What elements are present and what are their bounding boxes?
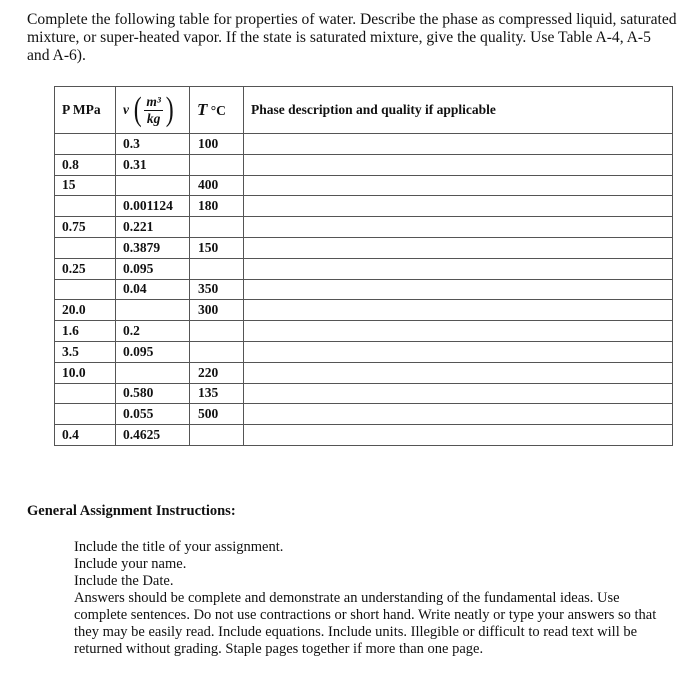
phase-cell	[244, 341, 673, 362]
table-row	[55, 196, 673, 217]
phase-cell	[244, 217, 673, 238]
table-row	[55, 237, 673, 258]
phase-cell	[244, 321, 673, 342]
pressure-cell: 10.0	[55, 362, 116, 383]
instructions-list	[74, 539, 674, 658]
volume-unit-denominator: kg	[146, 110, 161, 126]
volume-cell: 0.580	[116, 383, 190, 404]
instruction-line: Answers should be complete and demonstrate an understanding of the fundamental ideas. Use complete sentences. Do not use contractions or short hand. Write neatly or type your answers so that they may be easily read. Include equations. Include units. Illegible or difficult to read text will be returned without grading. Staple pages together if more than one page.	[74, 590, 657, 657]
temperature-cell: 400	[190, 175, 244, 196]
pressure-cell: 20.0	[55, 300, 116, 321]
table-row	[55, 300, 673, 321]
temperature-cell	[190, 425, 244, 446]
instruction-line: Include the title of your assignment.	[74, 539, 284, 555]
table-row	[55, 362, 673, 383]
temperature-cell: 500	[190, 404, 244, 425]
temperature-unit: °C	[210, 103, 226, 118]
pressure-cell	[55, 134, 116, 155]
phase-cell	[244, 237, 673, 258]
table-body	[55, 134, 673, 446]
instruction-line: Include the Date.	[74, 573, 174, 589]
temperature-cell	[190, 217, 244, 238]
volume-cell: 0.2	[116, 321, 190, 342]
pressure-cell: 1.6	[55, 321, 116, 342]
phase-cell	[244, 383, 673, 404]
phase-cell	[244, 300, 673, 321]
pressure-cell: 3.5	[55, 341, 116, 362]
volume-cell: 0.095	[116, 341, 190, 362]
temperature-cell: 180	[190, 196, 244, 217]
phase-cell	[244, 134, 673, 155]
table-row	[55, 154, 673, 175]
table-row	[55, 341, 673, 362]
table-row	[55, 134, 673, 155]
phase-cell	[244, 196, 673, 217]
header-pressure: P MPa	[55, 87, 116, 134]
pressure-cell	[55, 196, 116, 217]
table-row	[55, 404, 673, 425]
header-specific-volume: v ( $\frac{\text{m³}}{kg}$ )	[116, 87, 190, 134]
table-row	[55, 425, 673, 446]
volume-cell: 0.095	[116, 258, 190, 279]
temperature-cell: 150	[190, 237, 244, 258]
phase-cell	[244, 175, 673, 196]
phase-cell	[244, 425, 673, 446]
volume-cell: 0.3879	[116, 237, 190, 258]
volume-cell: 0.001124	[116, 196, 190, 217]
pressure-cell: 15	[55, 175, 116, 196]
volume-symbol: v	[123, 102, 129, 117]
table-header-row	[55, 87, 673, 134]
volume-cell: 0.221	[116, 217, 190, 238]
temperature-cell: 300	[190, 300, 244, 321]
pressure-cell: 0.8	[55, 154, 116, 175]
volume-cell: 0.055	[116, 404, 190, 425]
pressure-cell: 0.4	[55, 425, 116, 446]
intro-paragraph: Complete the following table for properties of water. Describe the phase as compressed liquid, saturated mixture, or super-heated vapor. If the state is saturated mixture, give the quality. Use Table A-4, A-5 and A-6).	[27, 11, 677, 64]
temperature-cell: 350	[190, 279, 244, 300]
volume-cell: 0.04	[116, 279, 190, 300]
phase-cell	[244, 154, 673, 175]
temperature-cell: 135	[190, 383, 244, 404]
general-instructions-title: General Assignment Instructions:	[27, 503, 236, 519]
temperature-cell	[190, 321, 244, 342]
temperature-symbol: T	[197, 100, 208, 119]
table-row	[55, 175, 673, 196]
volume-cell: 0.31	[116, 154, 190, 175]
pressure-cell	[55, 404, 116, 425]
table-row	[55, 321, 673, 342]
temperature-cell	[190, 258, 244, 279]
volume-cell	[116, 175, 190, 196]
properties-table	[54, 86, 673, 446]
temperature-cell: 100	[190, 134, 244, 155]
pressure-cell	[55, 383, 116, 404]
pressure-cell: 0.75	[55, 217, 116, 238]
table-row	[55, 279, 673, 300]
phase-cell	[244, 404, 673, 425]
volume-cell	[116, 300, 190, 321]
pressure-cell: 0.25	[55, 258, 116, 279]
volume-cell	[116, 362, 190, 383]
instruction-line: Include your name.	[74, 556, 187, 572]
temperature-cell: 220	[190, 362, 244, 383]
volume-cell: 0.3	[116, 134, 190, 155]
table-row	[55, 383, 673, 404]
table-row	[55, 258, 673, 279]
temperature-cell	[190, 154, 244, 175]
phase-cell	[244, 279, 673, 300]
header-temperature	[190, 87, 244, 134]
table-row	[55, 217, 673, 238]
volume-cell: 0.4625	[116, 425, 190, 446]
header-phase: Phase description and quality if applicable	[244, 87, 673, 134]
volume-unit-numerator: m³	[146, 93, 161, 109]
temperature-cell	[190, 341, 244, 362]
pressure-cell	[55, 279, 116, 300]
phase-cell	[244, 258, 673, 279]
phase-cell	[244, 362, 673, 383]
pressure-cell	[55, 237, 116, 258]
